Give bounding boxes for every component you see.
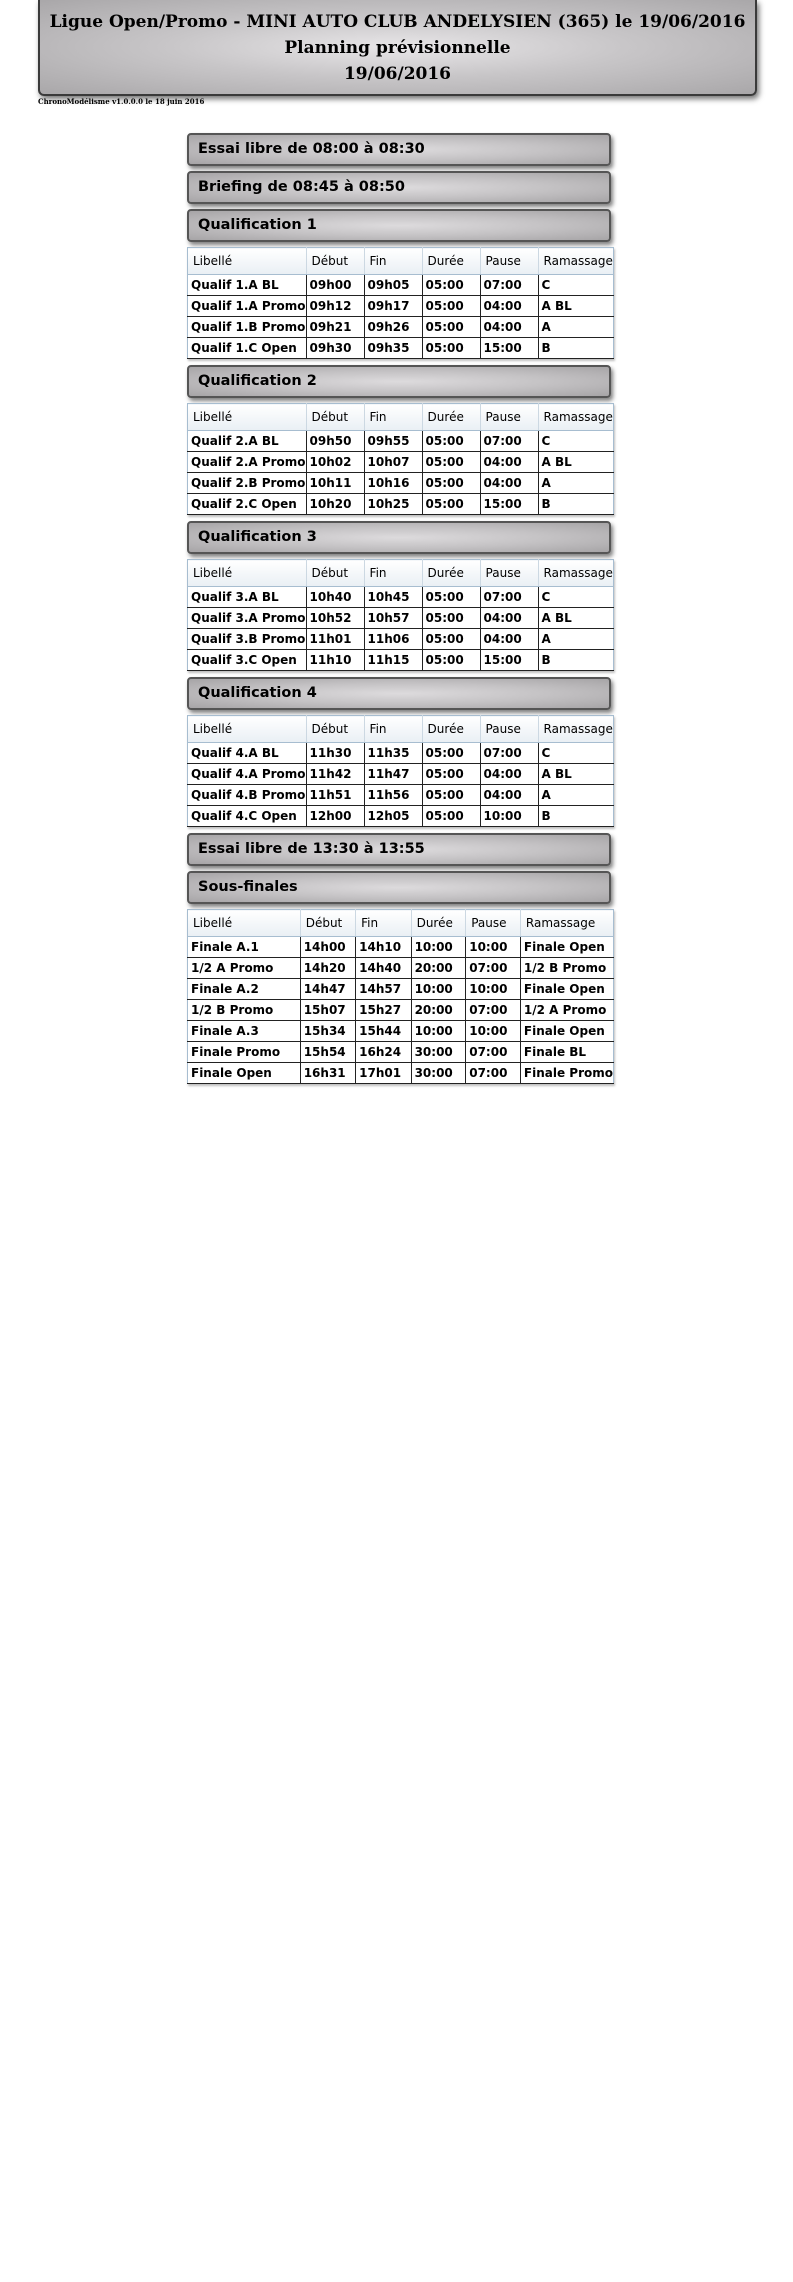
table-cell: A BL	[538, 296, 613, 317]
table-cell: Qualif 4.C Open	[188, 806, 307, 827]
table-cell: 15h27	[356, 1000, 411, 1021]
table-row	[188, 958, 614, 979]
table-cell: A	[538, 317, 613, 338]
table-cell: 15h34	[300, 1021, 355, 1042]
table-row	[188, 937, 614, 958]
table-cell: Qualif 2.B Promo	[188, 473, 307, 494]
column-header: Libellé	[188, 560, 307, 587]
table-cell: Qualif 2.A BL	[188, 431, 307, 452]
table-cell: Qualif 4.B Promo	[188, 785, 307, 806]
table-cell: 07:00	[480, 587, 538, 608]
column-header: Ramassage	[538, 404, 613, 431]
table-cell: 14h10	[356, 937, 411, 958]
table-cell: 05:00	[422, 431, 480, 452]
table-cell: Finale Open	[520, 937, 613, 958]
section-header: Essai libre de 13:30 à 13:55	[187, 833, 611, 866]
table-cell: 10h57	[364, 608, 422, 629]
table-cell: 09h55	[364, 431, 422, 452]
table-cell: A	[538, 473, 613, 494]
table-cell: Finale Promo	[188, 1042, 301, 1063]
table-cell: 16h31	[300, 1063, 355, 1084]
table-cell: 10h02	[306, 452, 364, 473]
heat-table	[187, 403, 614, 515]
table-cell: 10:00	[480, 806, 538, 827]
table-cell: Finale Open	[188, 1063, 301, 1084]
page-subtitle: Planning prévisionnelle	[284, 38, 511, 58]
table-cell: C	[538, 743, 613, 764]
table-cell: 30:00	[411, 1063, 466, 1084]
heat-table	[187, 715, 614, 827]
table-cell: Qualif 4.A BL	[188, 743, 307, 764]
heat-table	[187, 909, 614, 1084]
table-cell: 30:00	[411, 1042, 466, 1063]
table-cell: 10:00	[466, 937, 521, 958]
table-cell: 11h10	[306, 650, 364, 671]
table-header-row	[188, 716, 614, 743]
table-cell: Qualif 3.B Promo	[188, 629, 307, 650]
table-cell: Qualif 2.A Promo	[188, 452, 307, 473]
table-cell: 12h00	[306, 806, 364, 827]
table-row	[188, 275, 614, 296]
column-header: Libellé	[188, 404, 307, 431]
table-cell: 14h40	[356, 958, 411, 979]
table-cell: 17h01	[356, 1063, 411, 1084]
table-cell: Qualif 4.A Promo	[188, 764, 307, 785]
section-header: Qualification 2	[187, 365, 611, 398]
table-cell: 15h44	[356, 1021, 411, 1042]
table-row	[188, 317, 614, 338]
section-header: Qualification 4	[187, 677, 611, 710]
table-cell: 15:00	[480, 338, 538, 359]
table-cell: Finale Open	[520, 979, 613, 1000]
table-cell: Qualif 1.B Promo	[188, 317, 307, 338]
table-cell: 05:00	[422, 296, 480, 317]
column-header: Durée	[422, 248, 480, 275]
column-header: Ramassage	[538, 716, 613, 743]
table-cell: 04:00	[480, 608, 538, 629]
table-row	[188, 764, 614, 785]
column-header: Durée	[422, 716, 480, 743]
table-cell: Qualif 3.C Open	[188, 650, 307, 671]
table-cell: 09h35	[364, 338, 422, 359]
table-cell: A BL	[538, 764, 613, 785]
table-cell: 07:00	[466, 1000, 521, 1021]
table-cell: Qualif 3.A BL	[188, 587, 307, 608]
column-header: Fin	[364, 560, 422, 587]
table-cell: 11h06	[364, 629, 422, 650]
table-cell: B	[538, 338, 613, 359]
table-row	[188, 806, 614, 827]
table-row	[188, 608, 614, 629]
table-cell: 14h57	[356, 979, 411, 1000]
table-cell: 14h20	[300, 958, 355, 979]
table-cell: Qualif 3.A Promo	[188, 608, 307, 629]
table-cell: 05:00	[422, 743, 480, 764]
table-cell: Finale A.2	[188, 979, 301, 1000]
column-header: Début	[306, 404, 364, 431]
column-header: Ramassage	[538, 560, 613, 587]
table-cell: 04:00	[480, 452, 538, 473]
table-row	[188, 650, 614, 671]
table-row	[188, 1063, 614, 1084]
column-header: Début	[306, 716, 364, 743]
column-header: Libellé	[188, 248, 307, 275]
table-cell: 09h30	[306, 338, 364, 359]
table-cell: 05:00	[422, 806, 480, 827]
section-header: Essai libre de 08:00 à 08:30	[187, 133, 611, 166]
section-header: Briefing de 08:45 à 08:50	[187, 171, 611, 204]
table-cell: 11h15	[364, 650, 422, 671]
table-cell: 10:00	[411, 937, 466, 958]
table-cell: 10h45	[364, 587, 422, 608]
table-cell: Qualif 1.A BL	[188, 275, 307, 296]
table-cell: 04:00	[480, 785, 538, 806]
table-cell: A BL	[538, 608, 613, 629]
column-header: Pause	[480, 716, 538, 743]
table-cell: 11h30	[306, 743, 364, 764]
table-row	[188, 629, 614, 650]
table-cell: 05:00	[422, 629, 480, 650]
column-header: Durée	[422, 404, 480, 431]
table-cell: 09h21	[306, 317, 364, 338]
table-cell: 15h07	[300, 1000, 355, 1021]
table-row	[188, 338, 614, 359]
table-cell: 10:00	[466, 1021, 521, 1042]
table-cell: 09h05	[364, 275, 422, 296]
table-cell: 05:00	[422, 608, 480, 629]
column-header: Début	[306, 560, 364, 587]
table-row	[188, 431, 614, 452]
column-header: Pause	[480, 560, 538, 587]
table-row	[188, 494, 614, 515]
table-cell: 09h26	[364, 317, 422, 338]
table-cell: 11h56	[364, 785, 422, 806]
column-header: Libellé	[188, 716, 307, 743]
table-row	[188, 452, 614, 473]
page-header-banner	[38, 0, 757, 96]
table-cell: 09h12	[306, 296, 364, 317]
table-row	[188, 785, 614, 806]
column-header: Durée	[422, 560, 480, 587]
table-row	[188, 296, 614, 317]
table-cell: A	[538, 629, 613, 650]
table-cell: C	[538, 587, 613, 608]
table-cell: Finale Open	[520, 1021, 613, 1042]
table-header-row	[188, 560, 614, 587]
table-cell: Finale A.3	[188, 1021, 301, 1042]
table-cell: 1/2 A Promo	[188, 958, 301, 979]
table-cell: 07:00	[466, 1063, 521, 1084]
software-version-label: ChronoModélisme v1.0.0.0 le 18 juin 2016	[38, 97, 205, 106]
table-cell: 09h50	[306, 431, 364, 452]
column-header: Fin	[364, 248, 422, 275]
table-cell: 05:00	[422, 473, 480, 494]
table-cell: 05:00	[422, 764, 480, 785]
table-row	[188, 1021, 614, 1042]
heat-table	[187, 247, 614, 359]
table-cell: C	[538, 275, 613, 296]
column-header: Pause	[480, 404, 538, 431]
table-cell: 10:00	[411, 1021, 466, 1042]
table-cell: 16h24	[356, 1042, 411, 1063]
table-cell: A	[538, 785, 613, 806]
table-cell: 1/2 A Promo	[520, 1000, 613, 1021]
table-cell: 05:00	[422, 494, 480, 515]
table-cell: 10h52	[306, 608, 364, 629]
table-cell: 10h25	[364, 494, 422, 515]
table-cell: 12h05	[364, 806, 422, 827]
table-cell: Finale Promo	[520, 1063, 613, 1084]
table-cell: 09h17	[364, 296, 422, 317]
table-row	[188, 743, 614, 764]
heat-table	[187, 559, 614, 671]
column-header: Fin	[364, 404, 422, 431]
table-cell: 04:00	[480, 764, 538, 785]
table-cell: Qualif 1.A Promo	[188, 296, 307, 317]
column-header: Fin	[364, 716, 422, 743]
table-cell: Finale A.1	[188, 937, 301, 958]
column-header: Ramassage	[538, 248, 613, 275]
table-cell: C	[538, 431, 613, 452]
table-cell: 10:00	[466, 979, 521, 1000]
table-cell: 07:00	[480, 275, 538, 296]
table-cell: 04:00	[480, 317, 538, 338]
table-cell: 05:00	[422, 587, 480, 608]
table-cell: B	[538, 806, 613, 827]
table-cell: 10h16	[364, 473, 422, 494]
section-header: Qualification 1	[187, 209, 611, 242]
table-cell: 10h11	[306, 473, 364, 494]
table-header-row	[188, 910, 614, 937]
table-cell: Qualif 2.C Open	[188, 494, 307, 515]
table-cell: 15:00	[480, 650, 538, 671]
table-cell: 10h07	[364, 452, 422, 473]
column-header: Pause	[466, 910, 521, 937]
table-header-row	[188, 404, 614, 431]
column-header: Début	[306, 248, 364, 275]
column-header: Début	[300, 910, 355, 937]
table-row	[188, 473, 614, 494]
table-row	[188, 979, 614, 1000]
table-cell: 1/2 B Promo	[188, 1000, 301, 1021]
table-cell: 14h47	[300, 979, 355, 1000]
table-cell: B	[538, 494, 613, 515]
table-cell: 11h01	[306, 629, 364, 650]
column-header: Durée	[411, 910, 466, 937]
table-cell: 20:00	[411, 958, 466, 979]
table-cell: 15h54	[300, 1042, 355, 1063]
event-title: Ligue Open/Promo - MINI AUTO CLUB ANDELYSIEN (365) le 19/06/2016	[49, 12, 746, 32]
table-cell: 20:00	[411, 1000, 466, 1021]
table-cell: 05:00	[422, 785, 480, 806]
table-cell: 15:00	[480, 494, 538, 515]
table-row	[188, 1042, 614, 1063]
table-cell: 11h35	[364, 743, 422, 764]
table-cell: B	[538, 650, 613, 671]
table-cell: 07:00	[480, 431, 538, 452]
table-cell: 11h51	[306, 785, 364, 806]
table-cell: 04:00	[480, 629, 538, 650]
table-cell: 11h42	[306, 764, 364, 785]
table-cell: 10h40	[306, 587, 364, 608]
column-header: Libellé	[188, 910, 301, 937]
table-cell: 07:00	[480, 743, 538, 764]
table-cell: A BL	[538, 452, 613, 473]
table-cell: 05:00	[422, 650, 480, 671]
table-cell: 1/2 B Promo	[520, 958, 613, 979]
schedule-column	[187, 133, 617, 1090]
table-cell: 07:00	[466, 958, 521, 979]
table-cell: 07:00	[466, 1042, 521, 1063]
column-header: Ramassage	[520, 910, 613, 937]
table-cell: 11h47	[364, 764, 422, 785]
section-header: Sous-finales	[187, 871, 611, 904]
table-cell: Finale BL	[520, 1042, 613, 1063]
section-header: Qualification 3	[187, 521, 611, 554]
table-cell: 05:00	[422, 338, 480, 359]
table-cell: 10h20	[306, 494, 364, 515]
table-cell: 04:00	[480, 296, 538, 317]
table-header-row	[188, 248, 614, 275]
table-cell: 05:00	[422, 452, 480, 473]
column-header: Fin	[356, 910, 411, 937]
table-row	[188, 1000, 614, 1021]
table-cell: 05:00	[422, 317, 480, 338]
table-cell: Qualif 1.C Open	[188, 338, 307, 359]
event-date: 19/06/2016	[343, 64, 452, 84]
table-cell: 09h00	[306, 275, 364, 296]
table-row	[188, 587, 614, 608]
column-header: Pause	[480, 248, 538, 275]
table-cell: 04:00	[480, 473, 538, 494]
table-cell: 14h00	[300, 937, 355, 958]
table-cell: 05:00	[422, 275, 480, 296]
table-cell: 10:00	[411, 979, 466, 1000]
